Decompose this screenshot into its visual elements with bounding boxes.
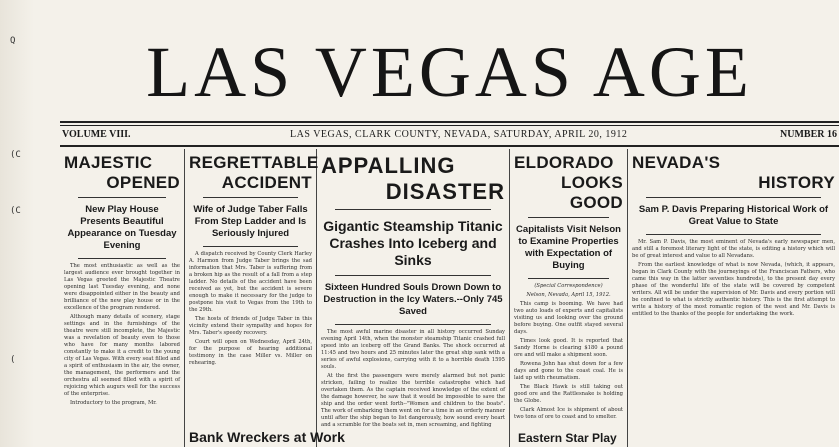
paragraph: Although many details of scenery, stage settings and in the furnishings of the theatre were still incomplete, the Majestic was a revelation of beauty even to those who have for many months labored constantly to make it a credit to the young city of Las Vegas. With every seat filled and a spirit of enthusiasm in the air, the owner, the management, the performers and the orchestra all seemed filled with a spirit of rejoicing which augurs well for the success of the enterprise. [64, 314, 180, 397]
next-headline: Bank Wreckers at Work [189, 429, 345, 445]
paragraph: This camp is booming. We have had two auto loads of experts and capitalists visiting us and looking over the ground before buying. One outfit stayed several days. [514, 301, 623, 335]
subheadline: Wife of Judge Taber Falls From Step Ladder and Is Seriously Injured [193, 204, 308, 239]
binding-mark: (C [10, 206, 21, 216]
headline [64, 153, 180, 193]
headline-line1: REGRETTABLE [189, 153, 319, 172]
article-eldorado-looks-good [510, 149, 628, 447]
headline-line1: NEVADA'S [632, 153, 721, 172]
headline-line2: LOOKS GOOD [561, 173, 623, 212]
headline-line1: MAJESTIC [64, 153, 153, 172]
place-date: LAS VEGAS, CLARK COUNTY, NEVADA, SATURDAY, APRIL 20, 1912 [290, 129, 628, 140]
article-body [514, 283, 623, 421]
paragraph: Court will open on Wednesday, April 24th, for the purpose of hearing additional testimony in the case Miller vs. Miller on rehearing. [189, 339, 312, 366]
paragraph: A dispatch received by County Clerk Harley A. Harmon from Judge Taber brings the sad information that Mrs. Taber is suffering from a broken hip as the result of a fall from a step ladder. No details of the accident have been received as yet, but the accident is severe enough to make it necessary for the judge to postpone his visit to Vegas from the 19th to the 29th. [189, 251, 312, 313]
subheadline-secondary: Sixteen Hundred Souls Drown Down to Destruction in the Icy Waters.--Only 745 Saved [323, 282, 503, 317]
page-binding-edge [0, 0, 34, 447]
headline-divider [203, 197, 298, 198]
article-appalling-disaster [317, 149, 510, 447]
paragraph: (Special Correspondence) [534, 283, 603, 289]
headline-divider [646, 197, 821, 198]
paragraph: Rowena John has shut down for a few days and gone to the coast coal. He is laid up with rheumatism. [514, 361, 623, 381]
article-regrettable-accident [185, 149, 345, 447]
paragraph: The hosts of friends of Judge Taber in this vicinity extend their sympathy and hopes for Mrs. Taber's speedy recovery. [189, 316, 312, 336]
next-headline: Eastern Star Play [518, 431, 617, 445]
headline-divider [528, 217, 609, 218]
article-majestic-opened [60, 149, 185, 447]
subheadline-divider [203, 246, 298, 247]
headline-line2: ACCIDENT [221, 173, 312, 192]
headline-line1: ELDORADO [514, 153, 614, 172]
paragraph: Clark Almost Ice is shipment of about two tons of ore to coast and to smelter. [514, 407, 623, 420]
headline [632, 153, 835, 193]
subheadline-divider [335, 275, 491, 276]
subheadline: Gigantic Steamship Titanic Crashes Into Iceberg and Sinks [323, 218, 503, 268]
subheadline: Sam P. Davis Preparing Historical Work of Great Value to State [638, 204, 829, 227]
binding-mark: ( [10, 355, 16, 365]
subheadline: New Play House Presents Beautiful Appearance on Tuesday Evening [67, 204, 177, 251]
paragraph: Times look good. It is reported that Sandy Horne is clearing $180 a pound ore and will make a shipment soon. [514, 338, 623, 358]
masthead-rule [60, 121, 839, 123]
headline-line2: HISTORY [758, 173, 835, 192]
article-body [632, 239, 835, 318]
binding-mark: Q [10, 36, 16, 46]
article-nevadas-history [628, 149, 839, 447]
volume-number: VOLUME VIII. [62, 129, 131, 140]
subheadline: Capitalists Visit Nelson to Examine Properties with Expectation of Buying [516, 224, 621, 271]
headline-line2: DISASTER [385, 179, 505, 204]
paragraph: At the first the passengers were merely alarmed but not panic stricken, failing to realize the terrible catastrophe which had overtaken them. As the captain received knowledge of the extent of the damage however, he saw that it would be impossible to save the ship and the order went forth--"Women and children to the boats". The work of embarking them went on for a time in an orderly manner until after the ship began to list dangerously, how sound every heart and a scramble for the boats set in, men screaming, and fighting [321, 373, 505, 428]
paragraph: Mr. Sam P. Davis, the most eminent of Nevada's early newspaper men, and still a foremost literary light of the state, is editing a history which will be of great interest and value to all Nevadans. [632, 239, 835, 259]
issue-number: NUMBER 16 [780, 129, 837, 140]
paragraph: The most enthusiastic as well as the largest audience ever brought together in Las Vegas greeted the Majestic Theatre opening last Tuesday evening, and none were disappointed either in the beauty and brilliance of the new play house or in the excellence of the program rendered. [64, 263, 180, 311]
headline [514, 153, 623, 213]
paragraph: The most awful marine disaster in all history occurred Sunday evening April 14th, when the monster steamship Titanic crashed full speed into an iceberg off the Grand Banks. The shock occurred at 11:45 and two hours and 25 minutes later the great ship sank with a series of awful explosions, carrying with it to a horrible death 1595 souls. [321, 329, 505, 370]
headline-line1: APPALLING [321, 153, 456, 178]
headline [189, 153, 319, 193]
subheadline-divider [78, 258, 166, 259]
masthead-rule-thin [60, 125, 839, 126]
article-body [321, 329, 505, 429]
subheadline-divider [646, 234, 821, 235]
paragraph: From the earliest knowledge of what is now Nevada, (which, it appears, began in Clark County with the journeyings of the Franciscan Fathers, who came this way in the latter seventies hundreds), to the present day every phase of the wonderful life of the state will be covered by competent writers. All will be under the supervision of Mr. Davis and every portion will be confined to what is strictly authentic history. This is the first attempt to write a history of the most romantic region of the west and Mr. Davis is entitled to the thanks of the people for undertaking the work. [632, 262, 835, 317]
paragraph: Introductory to the program, Mr. [70, 400, 157, 406]
subheadline-divider [528, 278, 609, 279]
headline [321, 153, 505, 205]
headline-line2: OPENED [106, 173, 180, 192]
headline-divider [335, 209, 491, 210]
headline-divider [78, 197, 166, 198]
binding-mark: (C [10, 150, 21, 160]
subheadline-divider [335, 324, 491, 325]
paragraph: The Black Hawk is still taking out good ore and the Rattlesnake is holding the Globe. [514, 384, 623, 404]
newspaper-masthead: LAS VEGAS AGE [146, 32, 753, 112]
paragraph: Nelson, Nevada, April 15, 1912. [526, 292, 611, 298]
article-body [64, 263, 180, 407]
dateline-rule [60, 145, 839, 147]
dateline [60, 129, 839, 145]
article-body [189, 251, 312, 367]
